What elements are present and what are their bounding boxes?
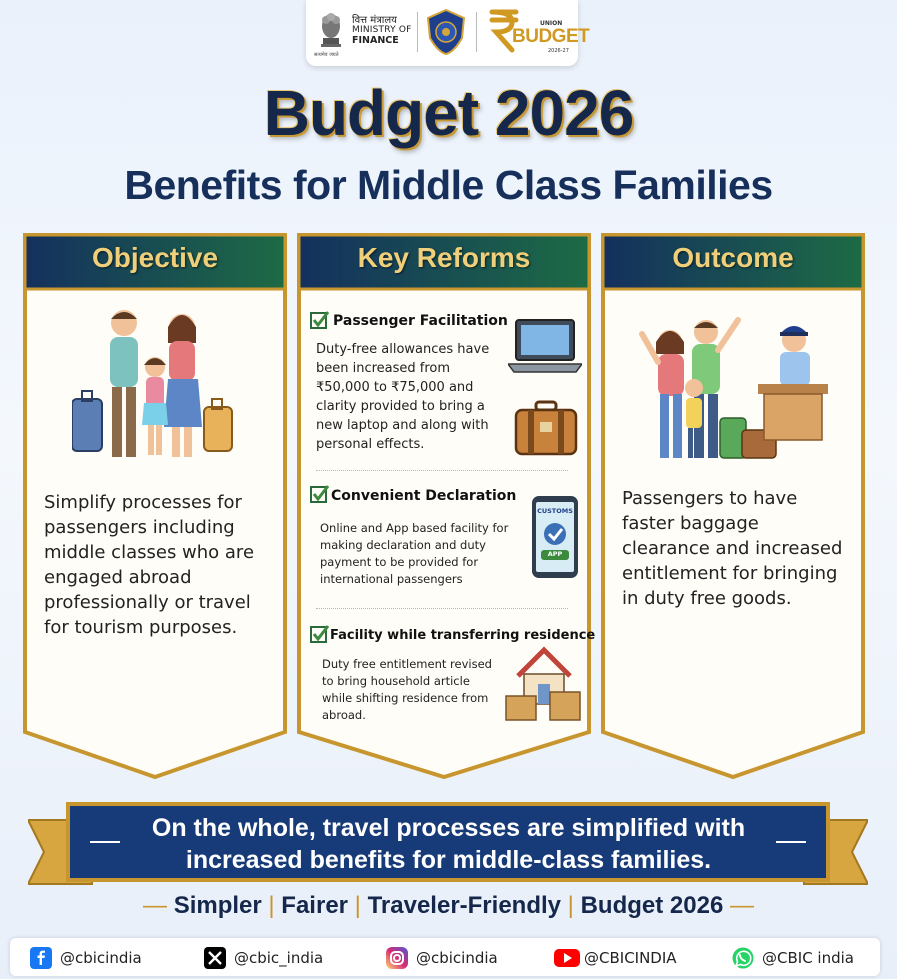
- reform-divider: [316, 470, 568, 471]
- outcome-text: Passengers to have faster baggage clearance and increased entitlement for bringing in duty free goods.: [622, 488, 843, 609]
- tagline: — Simpler | Fairer | Traveler-Friendly | Budget 2026 —: [143, 892, 754, 919]
- house-moving-icon: [504, 642, 584, 722]
- social-handle: @cbic_india: [234, 949, 324, 967]
- reform-title-passenger-facilitation: Passenger Facilitation: [333, 313, 508, 329]
- reform-divider: [316, 608, 568, 609]
- reform-text-convenient-declaration: Online and App based facility for making declaration and duty payment to be provided for international passengers: [320, 521, 509, 586]
- budget-union-label: UNION: [540, 20, 563, 27]
- check-icon: [310, 624, 330, 644]
- banner-line2: increased benefits for middle-class families.: [185, 846, 712, 874]
- check-icon: [310, 310, 330, 330]
- youtube-icon: [554, 947, 580, 969]
- suitcase-icon: [514, 400, 578, 456]
- emblem-caption: सत्यमेव जयते: [314, 52, 339, 58]
- national-emblem-icon: [318, 8, 344, 54]
- tagline-item: Traveler-Friendly: [367, 892, 561, 919]
- social-handle: @CBIC india: [762, 949, 854, 967]
- social-strip: [10, 938, 880, 976]
- tagline-item: Fairer: [281, 892, 348, 919]
- page-subtitle: Benefits for Middle Class Families: [124, 162, 773, 208]
- social-handle: @CBICINDIA: [584, 949, 677, 967]
- family-illustration-icon: [72, 307, 242, 467]
- social-handle: @cbicindia: [60, 949, 142, 967]
- whatsapp-icon: [732, 947, 754, 969]
- reform-text-passenger-facilitation: Duty-free allowances have been increased from ₹50,000 to ₹75,000 and clarity provided to bring a new laptop and along with personal effects.: [316, 342, 490, 452]
- tagline-item: Budget 2026: [580, 892, 724, 919]
- budget-year-label: 2026-27: [548, 48, 569, 54]
- banner-line1: On the whole, travel processes are simplified with: [151, 814, 746, 842]
- tagline-item: Simpler: [173, 892, 262, 919]
- key-reforms-panel: [296, 232, 596, 780]
- check-icon: [310, 484, 330, 504]
- ministry-line1: MINISTRY OF: [352, 25, 412, 35]
- budget-logo-label: BUDGET: [512, 26, 590, 47]
- objective-text: Simplify processes for passengers including middle classes who are engaged abroad professionally or travel for tourism purposes.: [44, 492, 255, 638]
- cbic-seal-icon: [424, 8, 468, 56]
- page-title: Budget 2026: [263, 77, 634, 149]
- ministry-hindi: वित्त मंत्रालय: [352, 15, 397, 26]
- reform-text-transferring-residence: Duty free entitlement revised to bring household article while shifting residence from abroad.: [322, 657, 492, 722]
- customs-clearance-illustration-icon: [634, 314, 834, 466]
- laptop-icon: [508, 318, 582, 378]
- social-handle: @cbicindia: [416, 949, 498, 967]
- customs-label: CUSTOMS: [537, 507, 573, 515]
- logo-separator: [417, 12, 418, 52]
- app-label: APP: [547, 550, 563, 558]
- logo-separator: [476, 12, 477, 52]
- facebook-icon: [30, 947, 52, 969]
- outcome-heading: Outcome: [672, 242, 794, 273]
- key-reforms-heading: Key Reforms: [357, 242, 531, 273]
- x-icon: [204, 947, 226, 969]
- reform-title-transferring-residence: Facility while transferring residence: [330, 628, 596, 643]
- instagram-icon: [386, 947, 408, 969]
- outcome-panel: [600, 232, 866, 780]
- reform-title-convenient-declaration: Convenient Declaration: [331, 488, 517, 504]
- ministry-line2: FINANCE: [352, 35, 399, 46]
- objective-heading: Objective: [91, 242, 219, 273]
- objective-panel: [22, 232, 288, 780]
